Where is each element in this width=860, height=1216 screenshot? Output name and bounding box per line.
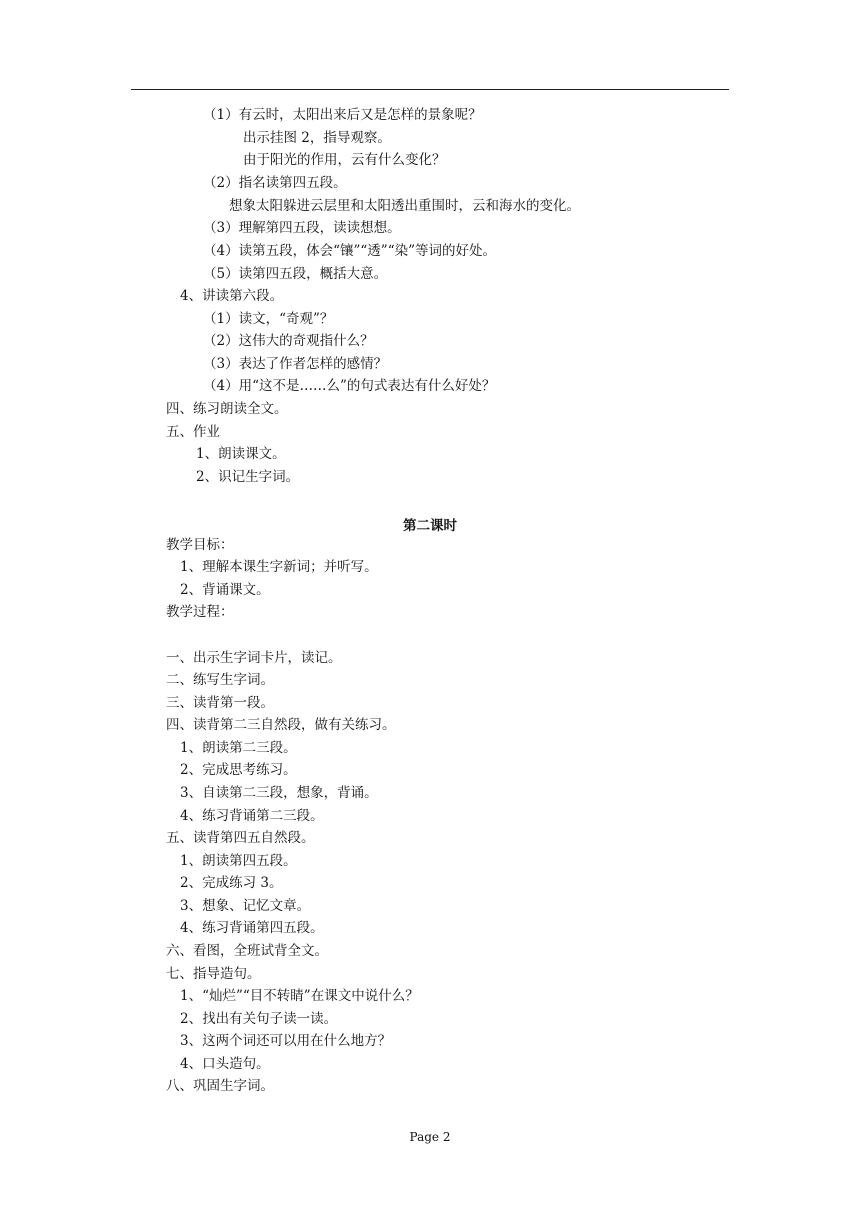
text-line: 1、朗读第二三段。 [180,740,297,756]
text-line: 1、理解本课生字新词；并听写。 [180,559,378,575]
text-line: （3）理解第四五段，读读想想。 [203,220,401,236]
text-line: 2、识记生字词。 [196,469,300,485]
text-line: （1）读文，“奇观”？ [203,311,334,327]
text-line: 3、这两个词还可以用在什么地方？ [180,1033,392,1049]
page-number: Page 2 [409,1130,451,1144]
text-line: 三、读背第一段。 [166,695,274,711]
text-line: 四、练习朗读全文。 [166,401,288,417]
text-line: 四、读背第二三自然段，做有关练习。 [166,717,396,733]
header-rule [131,89,729,90]
text-line: 2、完成思考练习。 [180,762,297,778]
text-line: 2、完成练习 3。 [180,875,283,891]
text-line: （4）用“这不是……么”的句式表达有什么好处？ [203,378,496,394]
text-line: （1）有云时，太阳出来后又是怎样的景象呢？ [203,107,482,123]
text-line: 五、作业 [166,424,220,440]
text-line: 4、练习背诵第四五段。 [180,920,324,936]
text-line: 4、口头造句。 [180,1056,270,1072]
text-line: 八、巩固生字词。 [166,1078,274,1094]
section-title: 第二课时 [403,518,457,534]
text-line: （4）读第五段，体会“镶”“透”“染”等词的好处。 [203,243,496,259]
text-line: 想象太阳躲进云层里和太阳透出重围时，云和海水的变化。 [229,198,580,214]
text-line: （2）这伟大的奇观指什么？ [203,333,374,349]
text-line: 出示挂图 2，指导观察。 [243,130,391,146]
text-line: （5）读第四五段，概括大意。 [203,266,388,282]
text-line: 由于阳光的作用，云有什么变化？ [243,152,446,168]
text-line: 2、背诵课文。 [180,582,270,598]
text-line: 一、出示生字词卡片，读记。 [166,650,342,666]
text-line: 1、朗读第四五段。 [180,853,297,869]
text-line: 1、“灿烂”“目不转睛”在课文中说什么？ [180,988,419,1004]
text-line: 3、想象、记忆文章。 [180,898,311,914]
text-line: 教学目标： [166,537,234,553]
text-line: 3、自读第二三段，想象，背诵。 [180,785,378,801]
text-line: 教学过程： [166,604,234,620]
text-line: 二、练写生字词。 [166,672,274,688]
text-line: （3）表达了作者怎样的感情？ [203,356,388,372]
text-line: 六、看图，全班试背全文。 [166,943,328,959]
text-line: 五、读背第四五自然段。 [166,830,315,846]
text-line: 4、练习背诵第二三段。 [180,808,324,824]
text-line: 1、朗读课文。 [196,446,286,462]
text-line: 2、找出有关句子读一读。 [180,1011,338,1027]
text-line: （2）指名读第四五段。 [203,175,347,191]
text-line: 4、讲读第六段。 [180,288,284,304]
text-line: 七、指导造句。 [166,966,261,982]
